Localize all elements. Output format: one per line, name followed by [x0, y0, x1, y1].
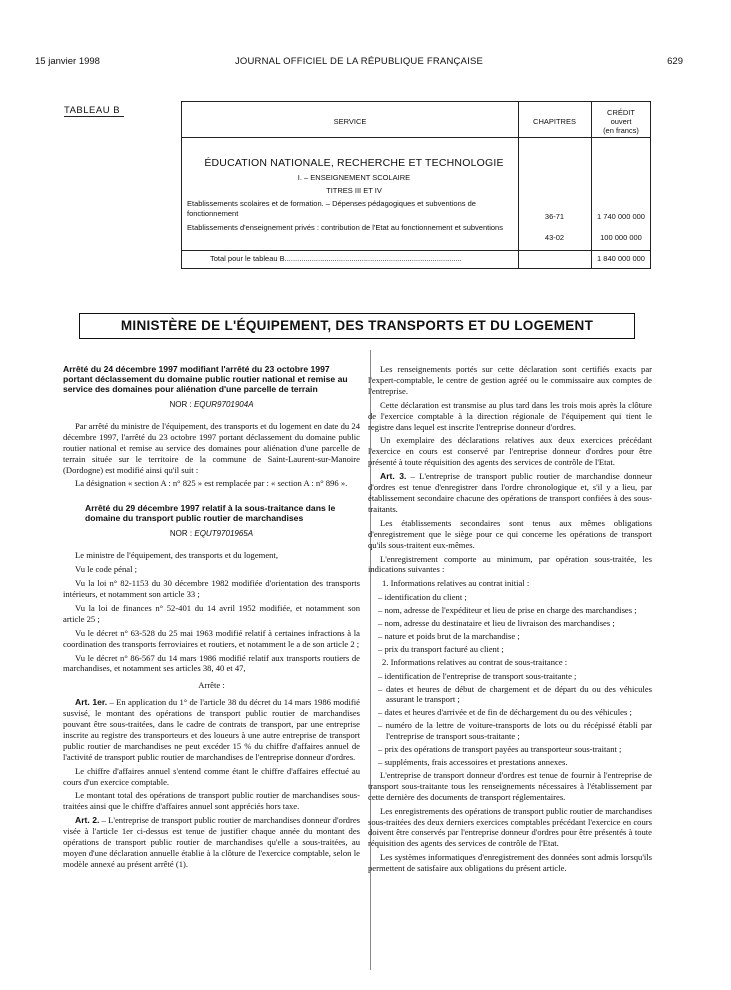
list-item: – dates et heures d'arrivée et de fin de déchargement du ou des véhicules ;: [378, 707, 632, 718]
list-item: – nature et poids brut de la marchandise ;: [378, 630, 520, 641]
nor-label: NOR :: [169, 529, 193, 539]
article-1-para-2: Le chiffre d'affaires annuel s'entend comme étant le chiffre d'affaires effectué au cours d'un exercice comptable.: [63, 765, 360, 787]
header-journal-title: JOURNAL OFFICIEL DE LA RÉPUBLIQUE FRANÇAISE: [234, 56, 484, 67]
table-row-text: Etablissements d'enseignement privés : contribution de l'Etat au fonctionnement et subventions: [187, 223, 503, 232]
paragraph: Les établissements secondaires sont tenus aux mêmes obligations d'enregistrement que le siège pour ce qui concerne les opérations de transport qu'ils sous-traitent eux-mêmes.: [368, 517, 652, 550]
header-page-number: 629: [667, 56, 683, 67]
list-item: – prix des opérations de transport payées au transporteur sous-traitant ;: [378, 744, 622, 755]
visa-item: Vu le code pénal ;: [75, 564, 138, 575]
article-2: [63, 815, 360, 870]
table-row-credit: 1 740 000 000: [597, 212, 645, 221]
list-item: – identification de l'entreprise de transport sous-traitante ;: [378, 670, 577, 681]
article-3-label: Art. 3.: [380, 471, 407, 482]
paragraph: Les renseignements portés sur cette déclaration sont certifiés exacts par l'expert-comptable, le centre de gestion agréé ou le commissaire aux comptes de l'entreprise.: [368, 364, 652, 396]
decree-1-nor: [63, 400, 360, 411]
arrete-heading: Arrête :: [198, 680, 225, 691]
table-divider: [518, 102, 519, 268]
col-header-service: SERVICE: [333, 117, 367, 126]
article-1-para-3: Le montant total des opérations de transport public routier de marchandises sous-traitées ainsi que le chiffre d'affaires annuel sont appréciés hors taxe.: [63, 790, 360, 812]
list-item: – prix du transport facturé au client ;: [378, 643, 504, 654]
col-header-credit-line3: (en francs): [603, 126, 639, 135]
col-header-credit: [591, 108, 651, 135]
list-item: – nom, adresse du destinataire et lieu de livraison des marchandises ;: [378, 618, 615, 629]
paragraph: L'enregistrement comporte au minimum, par opération sous-traitée, les indications suivantes :: [368, 553, 652, 575]
header-date: 15 janvier 1998: [35, 56, 100, 67]
paragraph: Les enregistrements des opérations de transport public routier de marchandises sous-traitées des deux derniers exercices comptables précédant l'exercice en cours doivent être conservés par l'entreprise donneur d'ordres pour être présentés à toute réquisition des agents des services de contrôle de l'Etat.: [368, 805, 652, 849]
article-1: [63, 697, 360, 762]
total-label-text: Total pour le tableau B: [210, 254, 285, 263]
article-3: [368, 471, 652, 515]
nor-label: NOR :: [169, 400, 192, 409]
decree-2-nor: [63, 529, 360, 540]
decree-2-title: Arrêté du 29 décembre 1997 relatif à la sous-traitance dans le domaine du transport public routier de marchandises: [85, 503, 336, 524]
visa-item: Vu la loi n° 82-1153 du 30 décembre 1982 modifiée d'orientation des transports intérieurs, et notamment son article 33 ;: [63, 578, 360, 599]
visa-item: Vu la loi de finances n° 52-401 du 14 avril 1952 modifiée, et notamment son article 25 ;: [63, 602, 360, 624]
article-2-label: Art. 2.: [75, 815, 100, 826]
list-item: – suppléments, frais accessoires et prestations annexes.: [378, 757, 568, 767]
running-header: [35, 56, 683, 70]
list-heading: 1. Informations relatives au contrat initial :: [382, 578, 530, 589]
paragraph: Un exemplaire des déclarations relatives aux deux exercices précédant l'exercice en cours est conservé par l'entreprise donneur d'ordres pour être présenté à toute réquisition des agents des services de contrôle de l'Etat.: [368, 435, 652, 468]
list-item: – identification du client ;: [378, 592, 467, 603]
right-column: [368, 364, 652, 877]
table-total-rule: [182, 250, 650, 251]
list-item: – nom, adresse de l'expéditeur et lieu de prise en charge des marchandises ;: [378, 605, 637, 616]
table-label-underline: [64, 116, 124, 117]
list-heading: 2. Informations relatives au contrat de sous-traitance :: [382, 656, 568, 667]
list-item: – numéro de la lettre de voiture-transports de lots ou du récépissé établi par l'entreprise de transport sous-traitante ;: [378, 720, 652, 742]
table-row-chapitre: 36-71: [544, 212, 565, 221]
table-row-text: Etablissements scolaires et de formation. – Dépenses pédagogiques et subventions de fonctionnement: [187, 199, 476, 218]
article-3-text: – L'entreprise de transport public routier de marchandise donneur d'ordres est tenue d'enregistrer dans l'ordre chronologique et, s'il y a lieu, par établissement secondaire chacune des opérations de transport confiées à des sous-traitants.: [368, 471, 652, 514]
table-total-value: 1 840 000 000: [597, 254, 645, 263]
list-item: – dates et heures de début de chargement et de départ du ou des véhicules assurant le transport ;: [378, 683, 652, 705]
article-1-label: Art. 1er.: [75, 697, 108, 708]
paragraph: Les systèmes informatiques d'enregistrement des données sont admis lorsqu'ils permettent de satisfaire aux obligations du présent article.: [368, 852, 652, 874]
table-total-label: Total pour le tableau B.....................................................................................: [210, 254, 462, 263]
article-2-text: – L'entreprise de transport public routier de marchandises donneur d'ordres visée à l'article 1er ci-dessus est tenue de justifier chaque année du montant des opérations de transport public routier de marchandises qu'elle a sous-traitées, au moyen d'une déclaration annuelle établie à la clôture de l'exercice comptable, selon le modèle annexé au présent arrêté (1).: [63, 815, 361, 869]
visa-item: Vu le décret n° 63-528 du 25 mai 1963 modifié relatif à certaines infractions à la coordination des transports ferroviaires et routiers, et notamment le a de son article 2 ;: [63, 627, 360, 649]
nor-code: EQUT9701965A: [194, 529, 254, 539]
titres-label: TITRES III ET IV: [326, 186, 382, 195]
table-header-rule: [182, 137, 650, 138]
nor-code: EQUR9701904A: [193, 400, 254, 409]
col-header-chapitres: CHAPITRES: [533, 117, 576, 126]
paragraph: Cette déclaration est transmise au plus tard dans les trois mois après la clôture de l'exercice comptable à la direction régionale de l'équipement qui tient le registre dans lequel est inscrite l'entreprise donneur d'ordres.: [368, 399, 652, 432]
section-title: ÉDUCATION NATIONALE, RECHERCHE ET TECHNOLOGIE: [204, 157, 504, 169]
decree-1-body: Par arrêté du ministre de l'équipement, des transports et du logement en date du 24 décembre 1997, l'arrêté du 23 octobre 1997 portant déclassement du domaine public routier national et remise au service des domaines pour aliénation d'une parcelle de terrain située sur le territoire de la commune de Saint-Laurent-sur-Manoire (Dordogne) est modifié ainsi qu'il suit :: [63, 420, 360, 475]
ministry-banner: MINISTÈRE DE L'ÉQUIPEMENT, DES TRANSPORTS ET DU LOGEMENT: [79, 313, 635, 339]
table-label: TABLEAU B: [64, 105, 121, 116]
col-header-credit-line2: ouvert: [610, 117, 632, 126]
decree-1-title: Arrêté du 24 décembre 1997 modifiant l'arrêté du 23 octobre 1997 portant déclassement du domaine public routier national et remise au service des domaines pour aliénation d'une parcelle de terrain: [63, 364, 348, 394]
left-column: [63, 364, 360, 873]
decree-1-amendment: La désignation « section A : n° 825 » est remplacée par : « section A : n° 896 ».: [75, 478, 348, 489]
table-row-chapitre: 43-02: [544, 233, 565, 242]
article-1-text: – En application du 1° de l'article 38 du décret du 14 mars 1986 modifié susvisé, le montant des opérations de transport public routier de marchandises pouvant être sous-traitées, dans le cadre de contrats de transport, par une entreprise inscrite au registre des transporteurs et des loueurs à une autre entreprise de transport public routier de marchandises ne peut excéder 15 % du chiffre d'affaires annuel de l'activité de transport public routier de marchandises de l'entreprise donneur d'ordres.: [63, 697, 360, 762]
subsection-title: I. – ENSEIGNEMENT SCOLAIRE: [297, 173, 411, 182]
table-row-credit: 100 000 000: [600, 233, 642, 242]
budget-table: [181, 101, 651, 269]
visa-item: Vu le décret n° 86-567 du 14 mars 1986 modifié relatif aux transports routiers de marchandises, et notamment ses articles 38, 40 et 47,: [63, 652, 360, 674]
col-header-credit-line1: CRÉDIT: [607, 108, 635, 117]
paragraph: L'entreprise de transport donneur d'ordres est tenue de fournir à l'entreprise de transport sous-traitante tous les renseignements nécessaires à l'établissement par cette dernière des documents de transport réglementaires.: [368, 769, 652, 802]
visa-minister: Le ministre de l'équipement, des transports et du logement,: [75, 550, 278, 561]
